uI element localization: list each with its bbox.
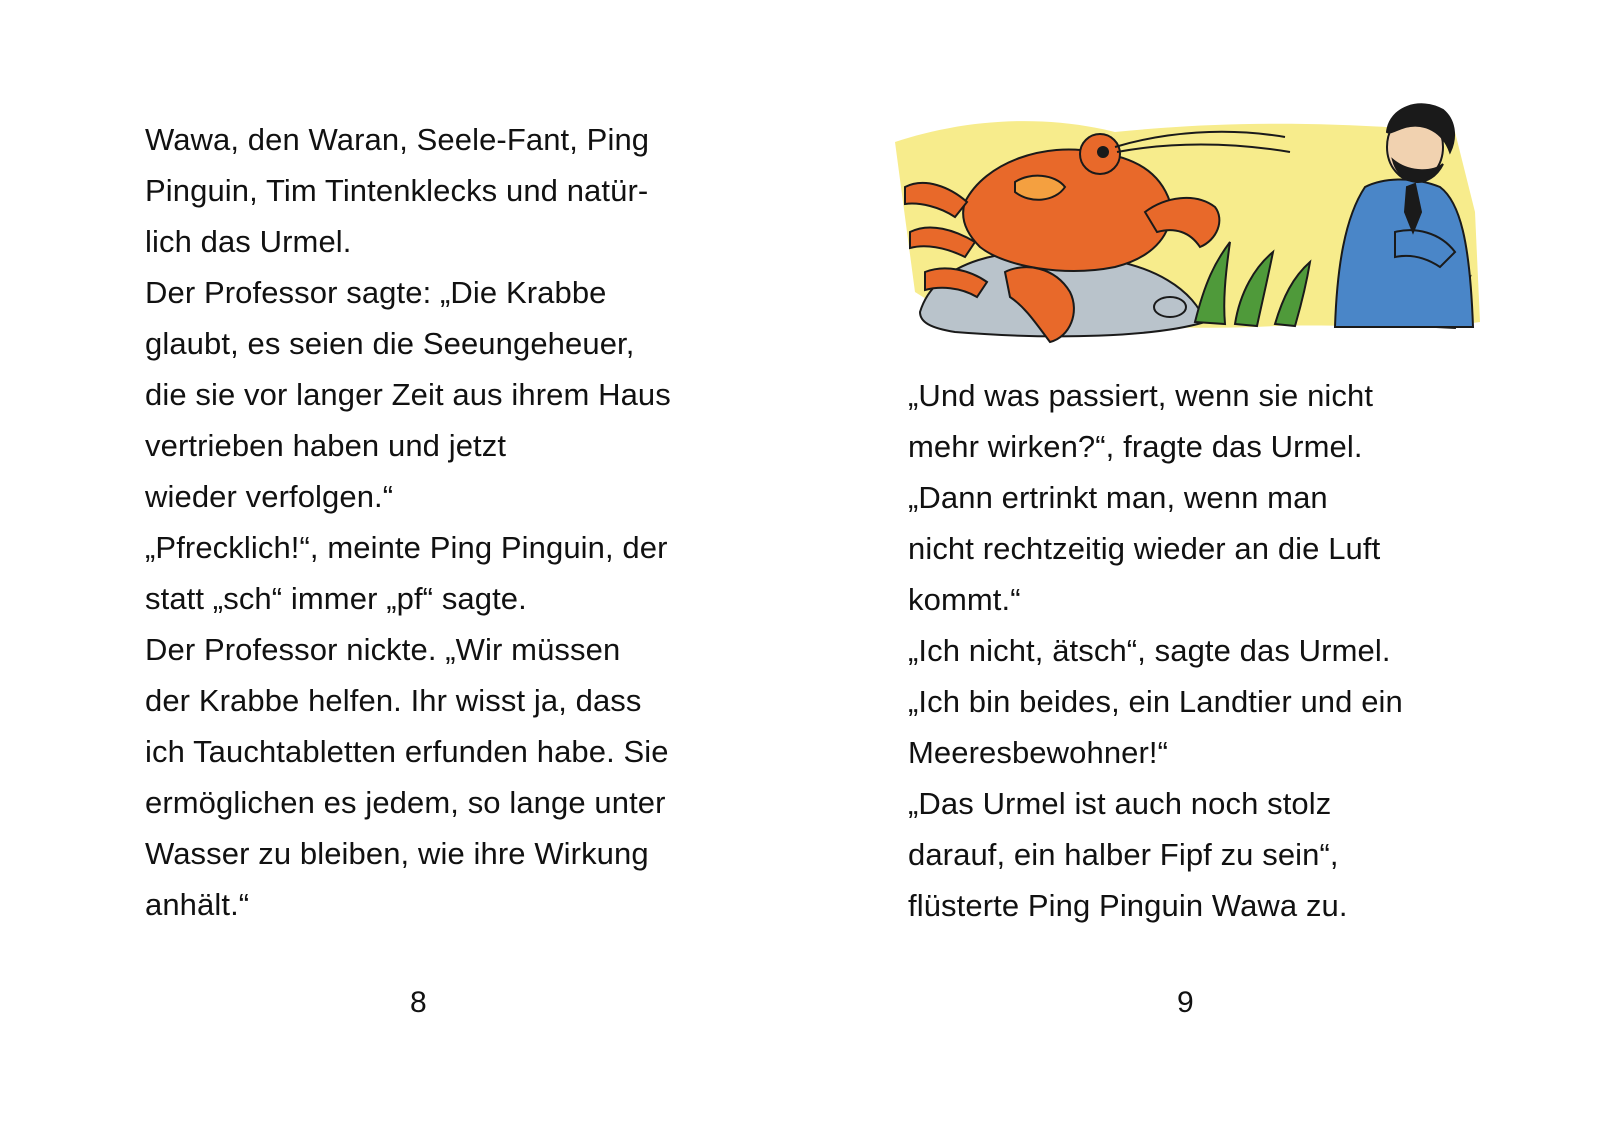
- text-line: Der Professor sagte: „Die Krabbe: [145, 275, 607, 310]
- rock-pebble: [1154, 297, 1186, 317]
- crab-pupil: [1098, 147, 1108, 157]
- text-line: Pinguin, Tim Tintenklecks und natür-: [145, 173, 649, 208]
- text-line: „Ich nicht, ätsch“, sagte das Urmel.: [908, 633, 1391, 668]
- text-line: Meeresbewohner!“: [908, 735, 1169, 770]
- right-page: [800, 0, 1600, 1138]
- text-line: Der Professor nickte. „Wir müssen: [145, 632, 621, 667]
- text-line: mehr wirken?“, fragte das Urmel.: [908, 429, 1363, 464]
- crab-and-professor-illustration: [895, 92, 1495, 360]
- text-line: „Das Urmel ist auch noch stolz: [908, 786, 1332, 821]
- right-page-text: [908, 370, 1403, 931]
- text-line: wieder verfolgen.“: [145, 479, 394, 514]
- text-line: „Ich bin beides, ein Landtier und ein: [908, 684, 1403, 719]
- text-line: darauf, ein halber Fipf zu sein“,: [908, 837, 1339, 872]
- text-line: statt „sch“ immer „pf“ sagte.: [145, 581, 527, 616]
- text-line: ermöglichen es jedem, so lange unter: [145, 785, 666, 820]
- text-line: Wasser zu bleiben, wie ihre Wirkung: [145, 836, 649, 871]
- text-line: ich Tauchtabletten erfunden habe. Sie: [145, 734, 669, 769]
- text-line: lich das Urmel.: [145, 224, 352, 259]
- text-line: anhält.“: [145, 887, 250, 922]
- text-line: glaubt, es seien die Seeungeheuer,: [145, 326, 635, 361]
- text-line: vertrieben haben und jetzt: [145, 428, 507, 463]
- text-line: „Dann ertrinkt man, wenn man: [908, 480, 1328, 515]
- text-line: der Krabbe helfen. Ihr wisst ja, dass: [145, 683, 642, 718]
- left-page-text: [145, 114, 671, 930]
- page-number-right: 9: [1177, 986, 1194, 1019]
- text-line: „Und was passiert, wenn sie nicht: [908, 378, 1374, 413]
- page-number-left: 8: [410, 986, 427, 1019]
- text-line: kommt.“: [908, 582, 1021, 617]
- text-line: „Pfrecklich!“, meinte Ping Pinguin, der: [145, 530, 668, 565]
- text-line: Wawa, den Waran, Seele-Fant, Ping: [145, 122, 650, 157]
- text-line: flüsterte Ping Pinguin Wawa zu.: [908, 888, 1348, 923]
- text-line: die sie vor langer Zeit aus ihrem Haus: [145, 377, 671, 412]
- text-line: nicht rechtzeitig wieder an die Luft: [908, 531, 1381, 566]
